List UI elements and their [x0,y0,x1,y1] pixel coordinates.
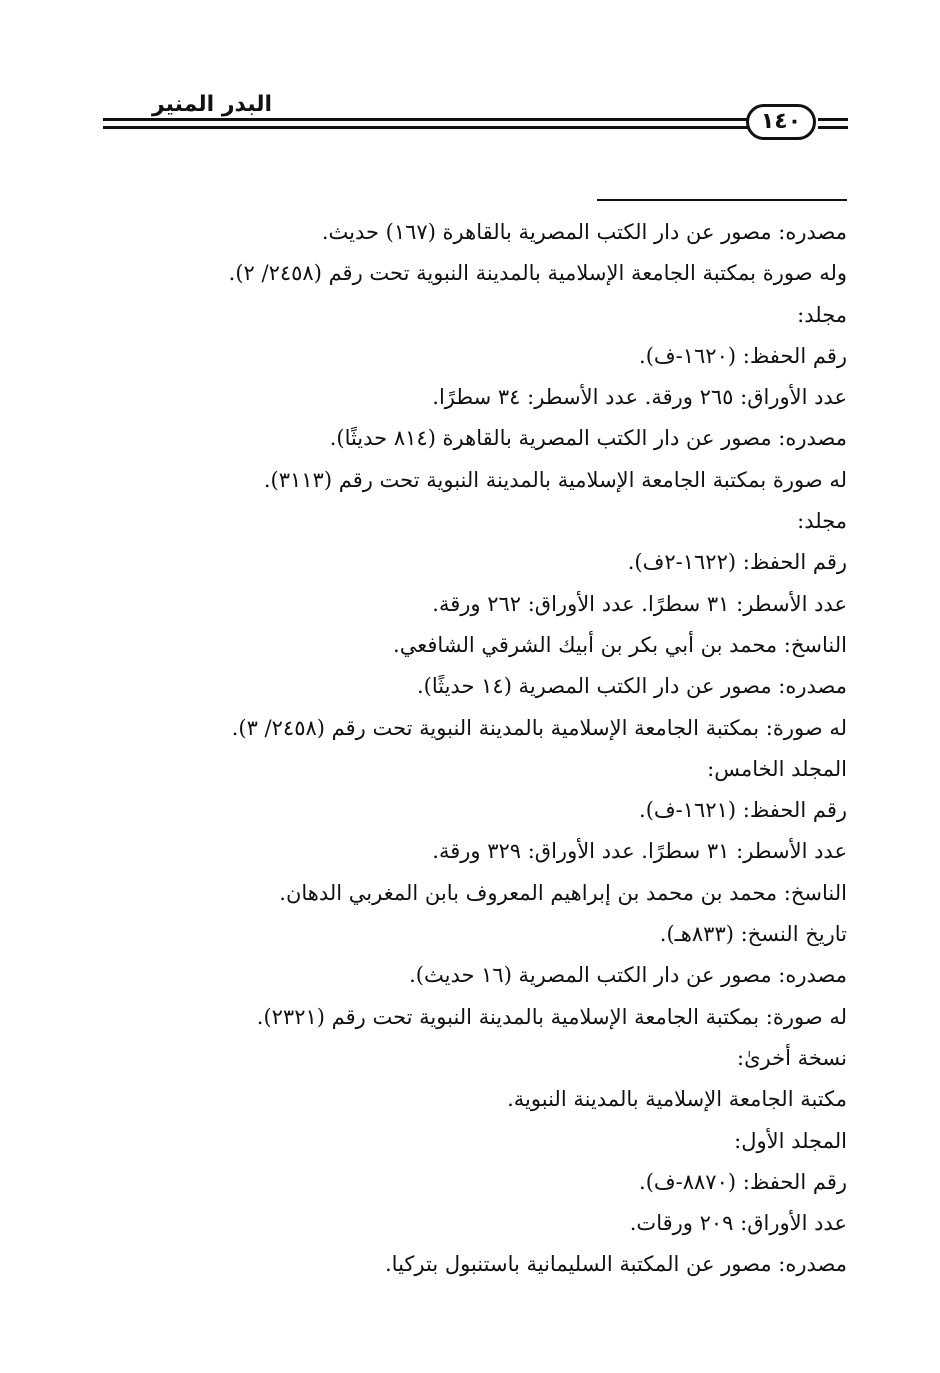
text-line: له صورة: بمكتبة الجامعة الإسلامية بالمدينة النبوية تحت رقم (٢٣٢١). [256,1004,847,1029]
footnote-separator [597,199,847,201]
header-rule-right-bottom [818,126,848,129]
text-line: مصدره: مصور عن دار الكتب المصرية (١٤ حديثًا). [416,674,847,699]
text-line: عدد الأوراق: ٢٦٥ ورقة. عدد الأسطر: ٣٤ سطرًا. [432,385,847,410]
text-line: عدد الأسطر: ٣١ سطرًا. عدد الأوراق: ٣٢٩ ورقة. [432,839,847,864]
text-line: مصدره: مصور عن دار الكتب المصرية (١٦ حديث). [409,963,847,988]
header-rule-top [103,118,748,121]
text-line: مصدره: مصور عن دار الكتب المصرية بالقاهرة (١٦٧) حديث. [321,220,847,244]
book-title: البدر المنير [151,92,272,117]
text-line: مصدره: مصور عن المكتبة السليمانية باستنبول بتركيا. [385,1252,847,1277]
text-line: له صورة بمكتبة الجامعة الإسلامية بالمدينة النبوية تحت رقم (٣١١٣). [263,467,847,492]
text-line: المجلد الخامس: [707,756,847,781]
page-number: ١٤٠ [760,109,802,134]
text-line: رقم الحفظ: (١٦٢٢-٢ف). [627,550,847,575]
text-line: له صورة: بمكتبة الجامعة الإسلامية بالمدينة النبوية تحت رقم (٢٤٥٨/ ٣). [231,715,847,740]
text-line: المجلد الأول: [734,1128,847,1153]
text-line: الناسخ: محمد بن محمد بن إبراهيم المعروف بابن المغربي الدهان. [279,880,847,905]
text-line: مكتبة الجامعة الإسلامية بالمدينة النبوية. [507,1087,847,1112]
text-line: الناسخ: محمد بن أبي بكر بن أبيك الشرقي الشافعي. [393,632,847,657]
text-line: مجلد: [797,302,847,327]
text-line: عدد الأوراق: ٢٠٩ ورقات. [629,1211,847,1236]
text-line: رقم الحفظ: (٨٨٧٠-ف). [639,1169,847,1194]
page-body [167,212,847,1286]
text-line: تاريخ النسخ: (٨٣٣هـ). [659,922,847,947]
page-number-frame [746,104,816,140]
header-rule-right-top [818,118,848,121]
text-line: رقم الحفظ: (١٦٢٠-ف). [639,343,847,368]
page-header [0,0,940,160]
text-line: مجلد: [797,509,847,534]
text-line: رقم الحفظ: (١٦٢١-ف). [639,798,847,823]
text-line: عدد الأسطر: ٣١ سطرًا. عدد الأوراق: ٢٦٢ ورقة. [432,591,847,616]
header-rule-bottom [103,126,748,129]
text-line: مصدره: مصور عن دار الكتب المصرية بالقاهرة (٨١٤ حديثًا). [329,426,847,451]
text-line: نسخة أخرىٰ: [737,1045,847,1070]
text-line: وله صورة بمكتبة الجامعة الإسلامية بالمدينة النبوية تحت رقم (٢٤٥٨/ ٢). [228,261,847,286]
